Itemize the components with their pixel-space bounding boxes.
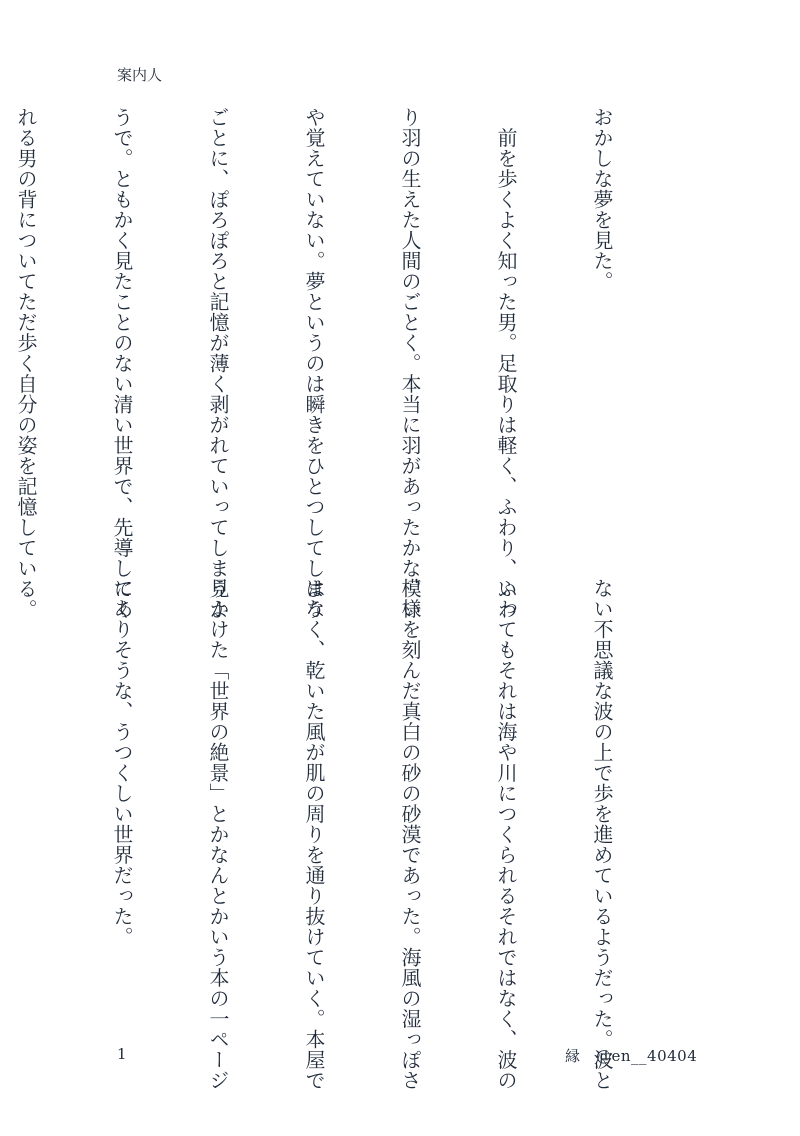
author-credit: 縁 @en__40404: [565, 1047, 698, 1065]
text-line: いってもそれは海や川につくられるそれではなく、波の: [494, 578, 518, 1091]
text-line: 模様を刻んだ真白の砂の砂漠であった。海風の湿っぽさ: [398, 578, 422, 1091]
text-line: にありそうな、うつくしい世界だった。: [110, 578, 134, 947]
text-line: れる男の背についてただ歩く自分の姿を記憶している。: [14, 107, 38, 620]
text-line: ない不思議な波の上で歩を進めているようだった。波と: [590, 578, 614, 1091]
text-line: 前を歩くよく知った男。足取りは軽く、ふわり、ふわ: [494, 107, 518, 620]
text-line: や覚えていない。夢というのは瞬きをひとつしてしまう: [302, 107, 326, 620]
text-line: ごとに、ぽろぽろと記憶が薄く剥がれていってしまうよ: [206, 107, 230, 620]
text-line: [10, 578, 42, 1038]
text-block-upper: [0, 107, 682, 620]
page-header-title: 案内人: [117, 66, 163, 84]
text-line: り羽の生えた人間のごとく。本当に羽があったかな、い: [398, 107, 422, 620]
text-line: 見かけた「世界の絶景」とかなんとかいう本の一ページ: [206, 578, 230, 1091]
text-line: うで。ともかく見たことのない清い世界で、先導してく: [110, 107, 134, 620]
text-line: おかしな夢を見た。: [590, 107, 614, 292]
page-number: 1: [117, 1045, 127, 1063]
text-line: はなく、乾いた風が肌の周りを通り抜けていく。本屋で: [302, 578, 326, 1091]
